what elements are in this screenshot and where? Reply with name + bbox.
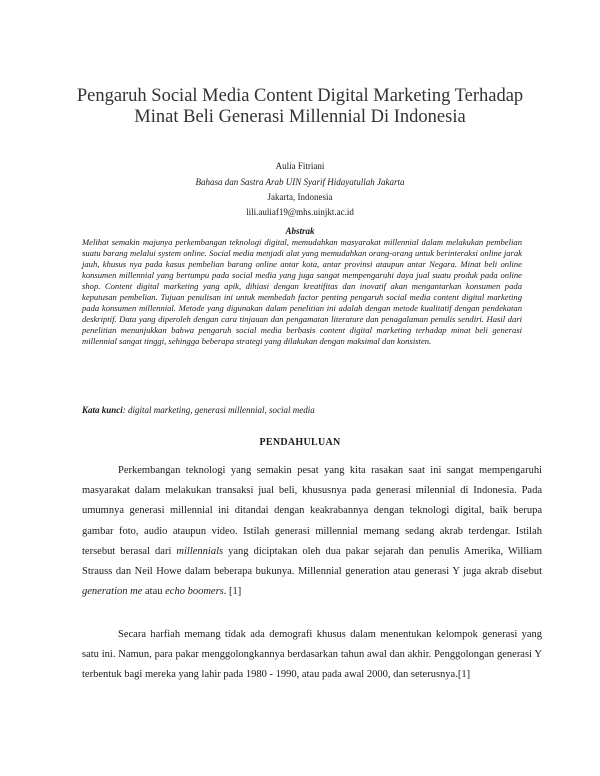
p1-emphasis-1: millennials	[176, 545, 224, 557]
paper-title: Pengaruh Social Media Content Digital Marketing Terhadap Minat Beli Generasi Millennial Di Indonesia	[76, 86, 524, 127]
p1-emphasis-2: generation me	[82, 586, 143, 598]
keywords-list: : digital marketing, generasi millennial, social media	[122, 405, 315, 415]
abstract-text: Melihat semakin majunya perkembangan teknologi digital, memudahkan masyarakat millennial dalam melakukan pembelian suatu barang melalui system online. Social media menjadi alat yang memudahkan orang-orang untuk berinteraksi online jarak jauh, khusus nya pada kasus pembelian barang online antar kota, antar provinsi ataupun antar Negara. Minat beli online konsumen millennial yang bertumpu pada social media yang juga sangat mempengaruhi daya jual suatu produk pada online shop. Content digital marketing yang apik, dihiasi dengan kreatifitas dan inovatif akan mengantarkan konsumen pada keputusan pembelian. Tujuan penulisan ini untuk membedah factor penting pengaruh social media content digital marketing pada konsumen millennial. Metode yang digunakan dalam penelitian ini adalah dengan metode kualitatif dengan pendekatan deskriptif. Data yang diperoleh dengan cara tinjauan dan pengamatan literature dan penagalaman penulis sendiri. Hasil dari penelitian menunjukkan bahwa pengaruh social media berbasis content digital marketing terhadap minat beli generasi millennial sangat tinggi, sehingga beberapa strategi yang dilakukan dengan maksimal dan konsisten.	[82, 237, 522, 346]
abstract-heading: Abstrak	[285, 226, 315, 236]
p1-part-a: Perkembangan teknologi yang semakin pesat yang kita rasakan saat ini sangat mempengaruhi masyarakat dalam melakukan transaksi jual beli, khususnya pada generasi milennial di Indonesia. Pada umumnya generasi millennial ini ditandai dengan keakrabannya dengan teknologi digital, baik berupa gambar foto, audio ataupun video. Istilah generasi millennial memang sedang akrab terdengar. Istilah tersebut berasal dari	[82, 465, 542, 557]
author-name: Aulia Fitriani	[275, 161, 325, 171]
body-paragraph-2: Secara harfiah memang tidak ada demografi khusus dalam menentukan kelompok generasi yang satu ini. Namun, para pakar menggolongkannya berdasarkan tahun awal dan akhir. Penggolongan generasi Y terbentuk bagi mereka yang lahir pada 1980 - 1990, atau pada awal 2000, dan seterusnya.[1]	[82, 629, 542, 681]
p1-emphasis-3: echo boomers	[165, 586, 224, 598]
p1-part-c: atau	[142, 586, 166, 598]
keywords-label: Kata kunci	[82, 405, 123, 415]
author-affiliation: Bahasa dan Sastra Arab UIN Syarif Hidayatullah Jakarta	[195, 177, 405, 187]
section-heading: PENDAHULUAN	[259, 437, 341, 448]
author-location: Jakarta, Indonesia	[267, 192, 333, 202]
author-email: lili.auliaf19@mhs.uinjkt.ac.id	[246, 207, 354, 217]
p1-part-d: . [1]	[223, 586, 242, 598]
keywords	[82, 404, 522, 416]
p1-part-b: yang diciptakan oleh dua pakar sejarah dan penulis Amerika, William Strauss dan Neil Howe dalam beberapa bukunya. Millennial generation atau generasi Y juga akrab disebut	[82, 545, 543, 578]
body-paragraph-1	[82, 461, 542, 602]
